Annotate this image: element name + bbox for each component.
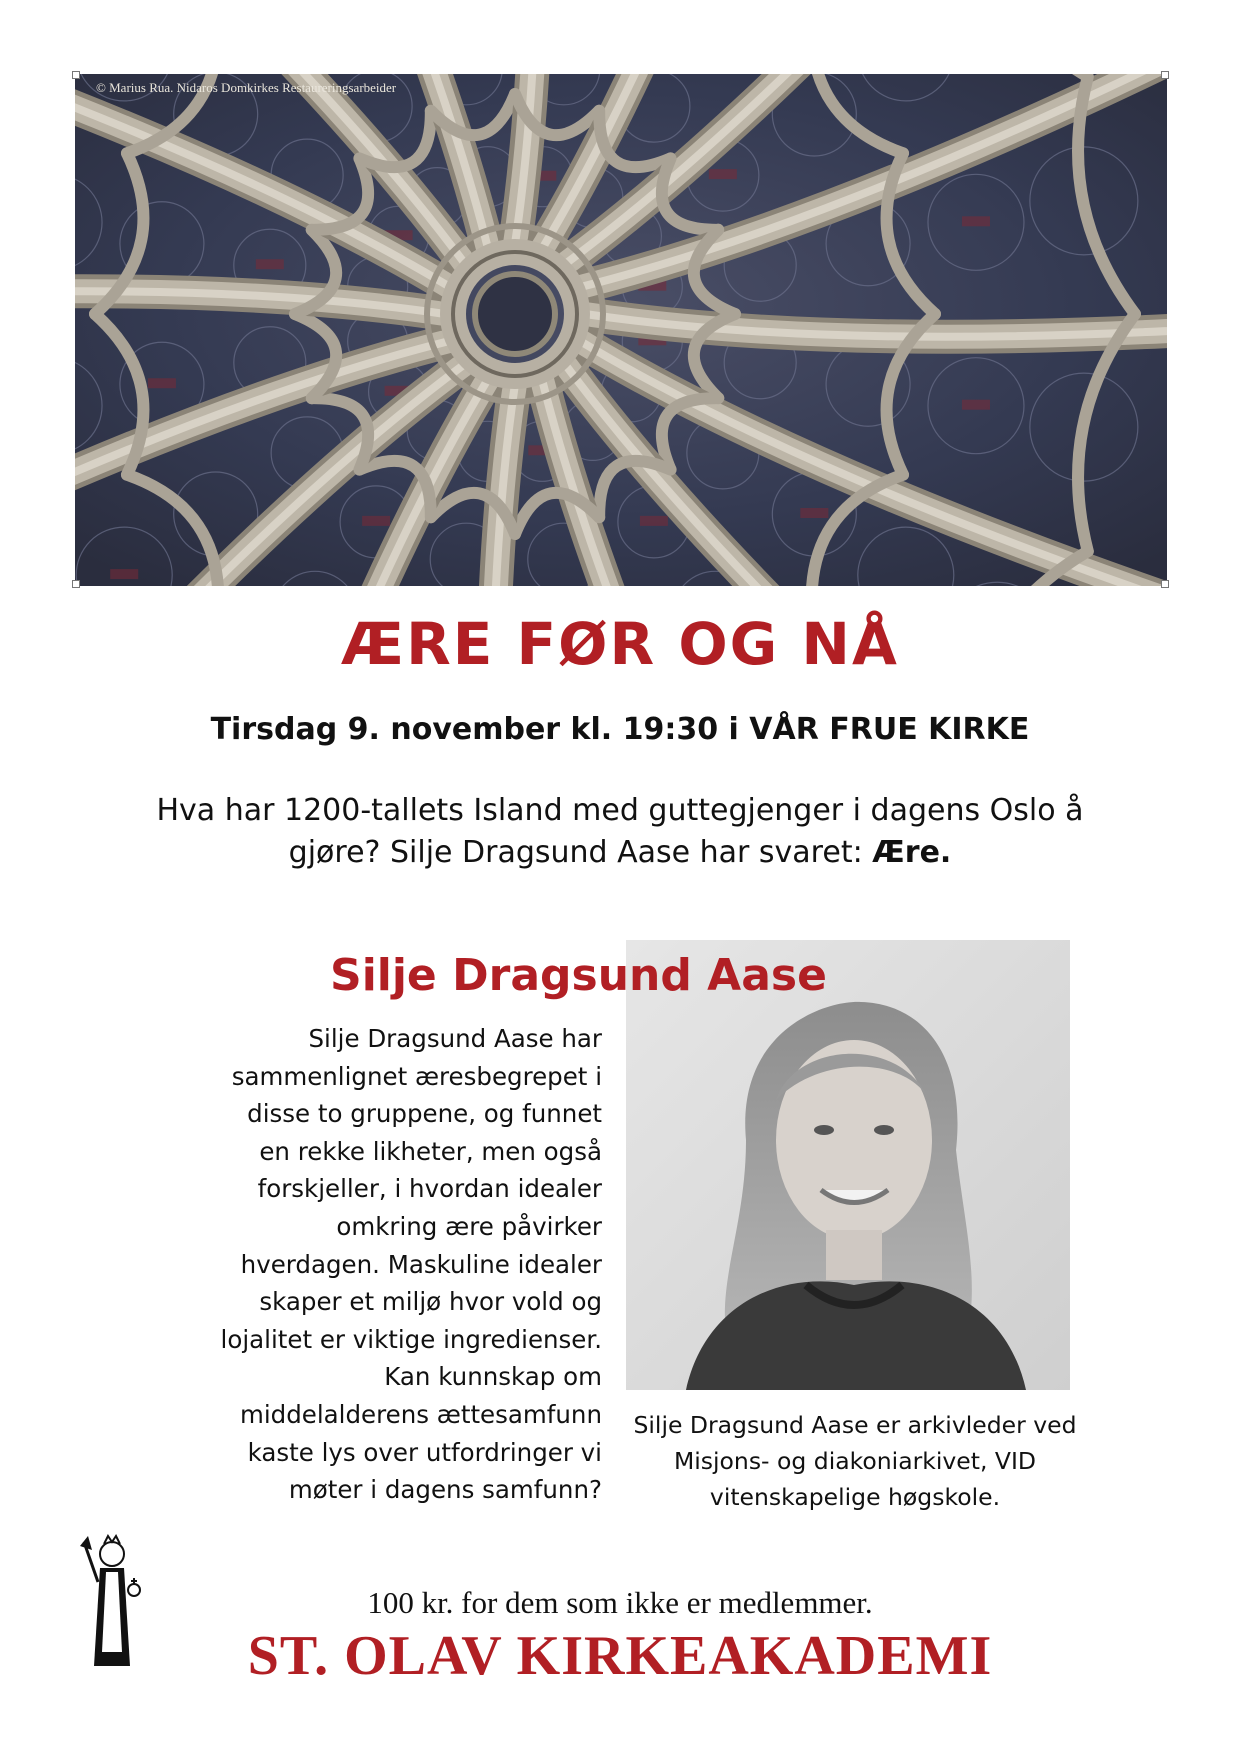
portrait-caption: Silje Dragsund Aase er arkivleder ved Misjons- og diakoniarkivet, VID vitenskapelige høgskole.	[633, 1411, 1077, 1511]
rose-window-graphic	[75, 74, 1167, 586]
portrait-photo	[626, 940, 1070, 1390]
speaker-bio: Silje Dragsund Aase har sammenlignet æresbegrepet i disse to gruppene, og funnet en rekke likheter, men også forskjeller, i hvordan idealer omkring ære påvirker hverdagen. Maskuline idealer skaper et miljø hvor vold og lojalitet er viktige ingredienser. Kan kunnskap om middelalderens ættesamfunn kaste lys over utfordringer vi møter i dagens samfunn?	[220, 1024, 602, 1505]
crop-mark	[1161, 580, 1169, 588]
event-title: ÆRE FØR OG NÅ	[341, 610, 899, 678]
event-date-location: Tirsdag 9. november kl. 19:30 i VÅR FRUE KIRKE	[210, 712, 1030, 747]
lead-emphasis: Ære.	[872, 835, 952, 870]
photo-credit: © Marius Rua. Nidaros Domkirkes Restaureringsarbeider	[96, 80, 397, 95]
crop-mark	[72, 580, 80, 588]
admission-fee: 100 kr. for dem som ikke er medlemmer.	[367, 1585, 873, 1620]
crop-mark	[72, 71, 80, 79]
speaker-name: Silje Dragsund Aase	[330, 950, 827, 1001]
hero-rose-window-image	[75, 74, 1167, 586]
crop-mark	[1161, 71, 1169, 79]
organization-name: ST. OLAV KIRKEAKADEMI	[247, 1625, 993, 1687]
lead-text: Hva har 1200-tallets Island med guttegjenger i dagens Oslo å gjøre? Silje Dragsund Aase har svaret:	[156, 793, 1084, 870]
speaker-portrait	[626, 940, 1070, 1390]
event-lead	[120, 790, 1120, 874]
